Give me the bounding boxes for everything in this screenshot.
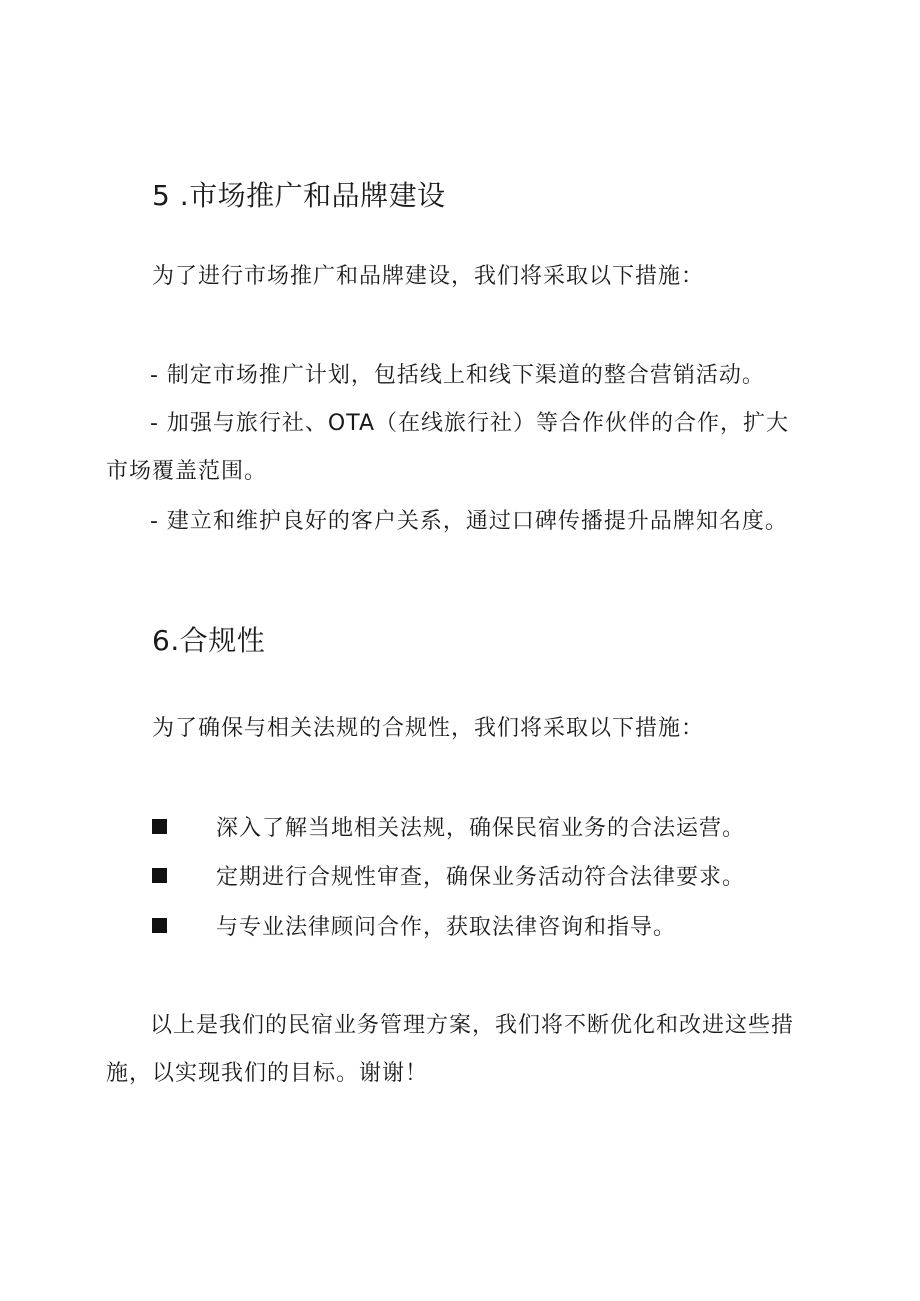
section-5-intro: 为了进行市场推广和品牌建设，我们将采取以下措施：: [152, 264, 705, 289]
section-6-list-item: [152, 811, 745, 841]
section-6-item-1: 深入了解当地相关法规，确保民宿业务的合法运营。: [216, 815, 746, 841]
section-6-list-item: [152, 860, 745, 890]
section-5-heading: 5 .市场推广和品牌建设: [152, 179, 446, 212]
section-5-item-3: - 建立和维护良好的客户关系，通过口碑传播提升品牌知名度。: [150, 509, 788, 534]
square-bullet-icon: [152, 868, 167, 883]
closing-paragraph: 以上是我们的民宿业务管理方案，我们将不断优化和改进这些措施，以实现我们的目标。谢谢！: [106, 1013, 795, 1086]
section-5-item-1: - 制定市场推广计划，包括线上和线下渠道的整合营销活动。: [150, 363, 765, 388]
section-6-heading: 6.合规性: [152, 624, 266, 657]
square-bullet-icon: [152, 918, 167, 933]
section-6-intro: 为了确保与相关法规的合规性，我们将采取以下措施：: [152, 716, 705, 741]
section-6-item-3: 与专业法律顾问合作，获取法律咨询和指导。: [216, 914, 677, 940]
square-bullet-icon: [152, 819, 167, 834]
section-5-item-2: - 加强与旅行社、OTA（在线旅行社）等合作伙伴的合作，扩大市场覆盖范围。: [106, 411, 790, 484]
section-6-list-item: [152, 910, 676, 940]
section-6-item-2: 定期进行合规性审查，确保业务活动符合法律要求。: [216, 864, 746, 890]
